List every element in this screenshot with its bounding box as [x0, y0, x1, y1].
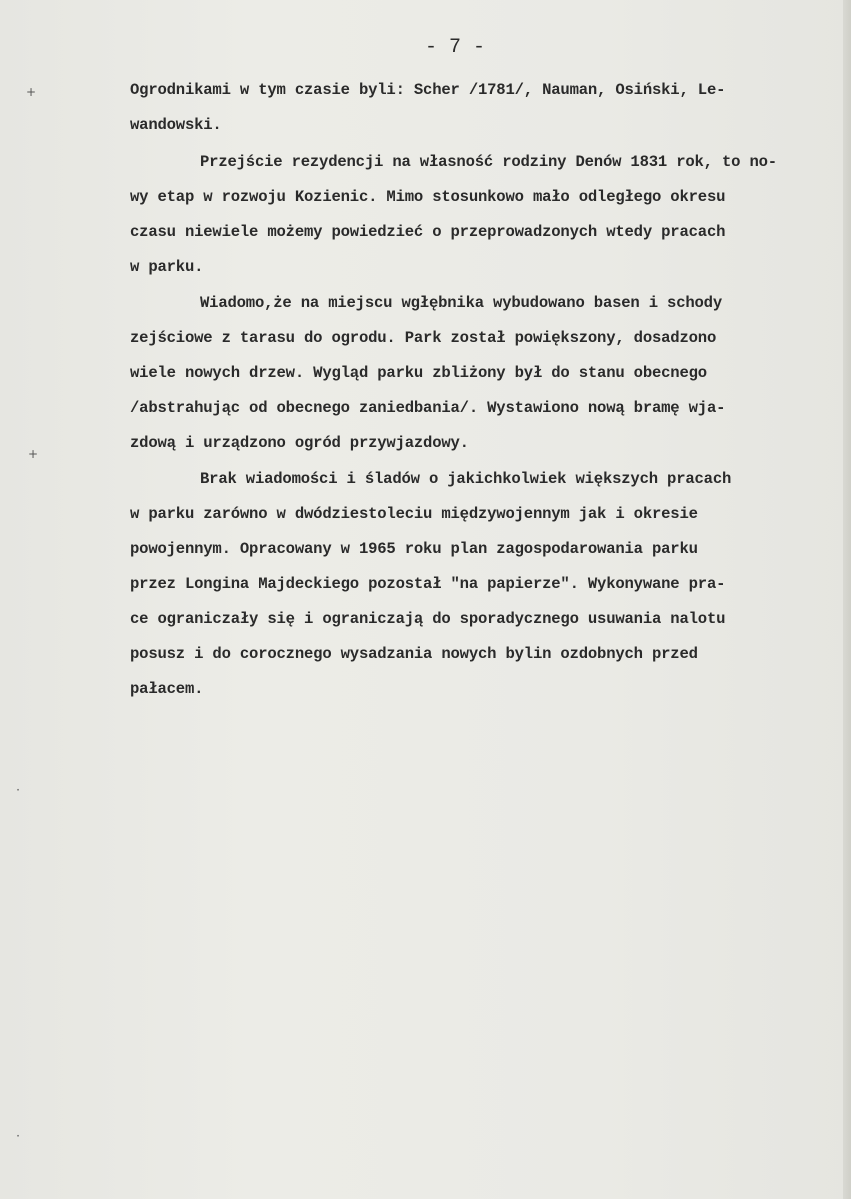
- text-line: zdową i urządzono ogród przywjazdowy.: [130, 434, 469, 452]
- text-line: zejściowe z tarasu do ogrodu. Park został powiększony, dosadzono: [130, 329, 717, 347]
- text-line: Przejście rezydencji na własność rodziny Denów 1831 rok, to no-: [200, 153, 777, 171]
- text-line: powojennym. Opracowany w 1965 roku plan zagospodarowania parku: [130, 540, 698, 558]
- text-line: czasu niewiele możemy powiedzieć o przeprowadzonych wtedy pracach: [130, 223, 726, 241]
- binding-hole-mark: ·: [16, 1129, 20, 1143]
- text-line: posusz i do corocznego wysadzania nowych bylin ozdobnych przed: [130, 645, 698, 663]
- binding-hole-mark: ·: [16, 783, 20, 797]
- text-line: wiele nowych drzew. Wygląd parku zbliżony był do stanu obecnego: [130, 364, 707, 382]
- page-edge-shadow: [843, 0, 851, 1199]
- text-line: wy etap w rozwoju Kozienic. Mimo stosunkowo mało odległego okresu: [130, 188, 726, 206]
- text-line: w parku.: [130, 258, 204, 276]
- text-line: Ogrodnikami w tym czasie byli: Scher /1781/, Nauman, Osiński, Le-: [130, 81, 726, 99]
- binding-hole-mark: +: [26, 85, 37, 99]
- text-line: Wiadomo,że na miejscu wgłębnika wybudowano basen i schody: [200, 294, 722, 312]
- text-line: /abstrahując od obecnego zaniedbania/. Wystawiono nową bramę wja-: [130, 399, 726, 417]
- text-line: ce ograniczały się i ograniczają do sporadycznego usuwania nalotu: [130, 610, 726, 628]
- page-number: - 7 -: [424, 36, 485, 59]
- text-line: Brak wiadomości i śladów o jakichkolwiek większych pracach: [200, 470, 732, 488]
- text-line: w parku zarówno w dwódziestoleciu międzywojennym jak i okresie: [130, 505, 698, 523]
- text-line: pałacem.: [130, 680, 204, 698]
- text-line: wandowski.: [130, 116, 222, 134]
- text-line: przez Longina Majdeckiego pozostał "na papierze". Wykonywane pra-: [130, 575, 726, 593]
- binding-hole-mark: +: [28, 447, 39, 461]
